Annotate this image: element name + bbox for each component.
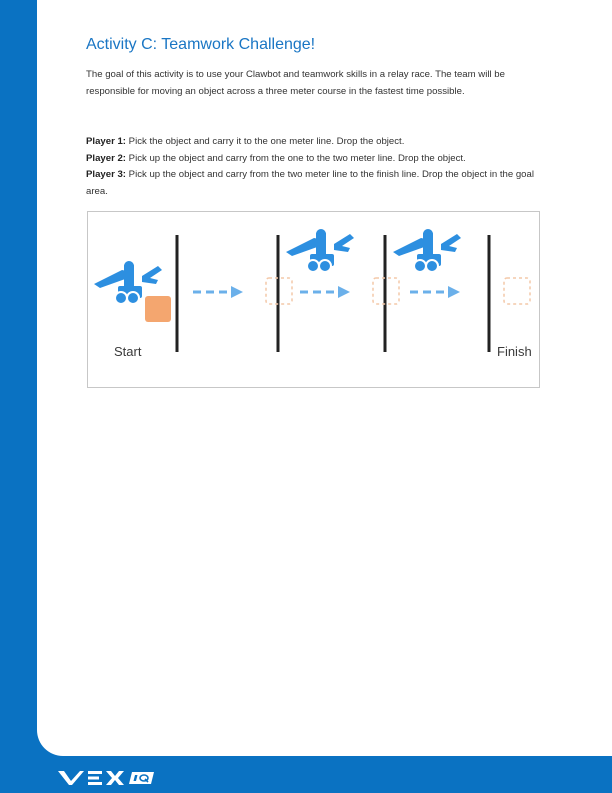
intro-paragraph: The goal of this activity is to use your Clawbot and teamwork skills in a relay race. The team will be responsible for moving an object across a three meter course in the fastest time possible.	[86, 69, 505, 97]
player-instructions	[86, 134, 536, 200]
relay-course-diagram	[88, 212, 541, 389]
clawbot-icon-player-3	[393, 229, 461, 272]
dashed-arrow-icon-2	[300, 286, 350, 298]
clawbot-icon-player-2	[286, 229, 354, 272]
activity-title: Activity C: Teamwork Challenge!	[86, 36, 316, 53]
finish-label: Finish	[497, 344, 532, 359]
start-label: Start	[114, 344, 142, 359]
relay-course-figure	[87, 211, 540, 388]
dashed-arrow-icon-1	[193, 286, 243, 298]
dashed-arrow-icon-3	[410, 286, 460, 298]
player-1-label: Player 1:	[86, 136, 127, 147]
vex-iq-logo-graphic	[56, 766, 156, 788]
object-ghost-3	[504, 278, 530, 304]
vex-iq-logo	[56, 766, 156, 793]
player-3-label: Player 3:	[86, 169, 127, 180]
player-3-text: Pick up the object and carry from the two meter line to the finish line. Drop the object in the goal area.	[86, 169, 534, 197]
object-icon	[145, 296, 171, 322]
player-2-label: Player 2:	[86, 152, 127, 164]
player-1-text: Pick the object and carry it to the one meter line. Drop the object.	[126, 136, 405, 147]
player-2-text: Pick up the object and carry from the one to the two meter line. Drop the object.	[126, 152, 466, 164]
